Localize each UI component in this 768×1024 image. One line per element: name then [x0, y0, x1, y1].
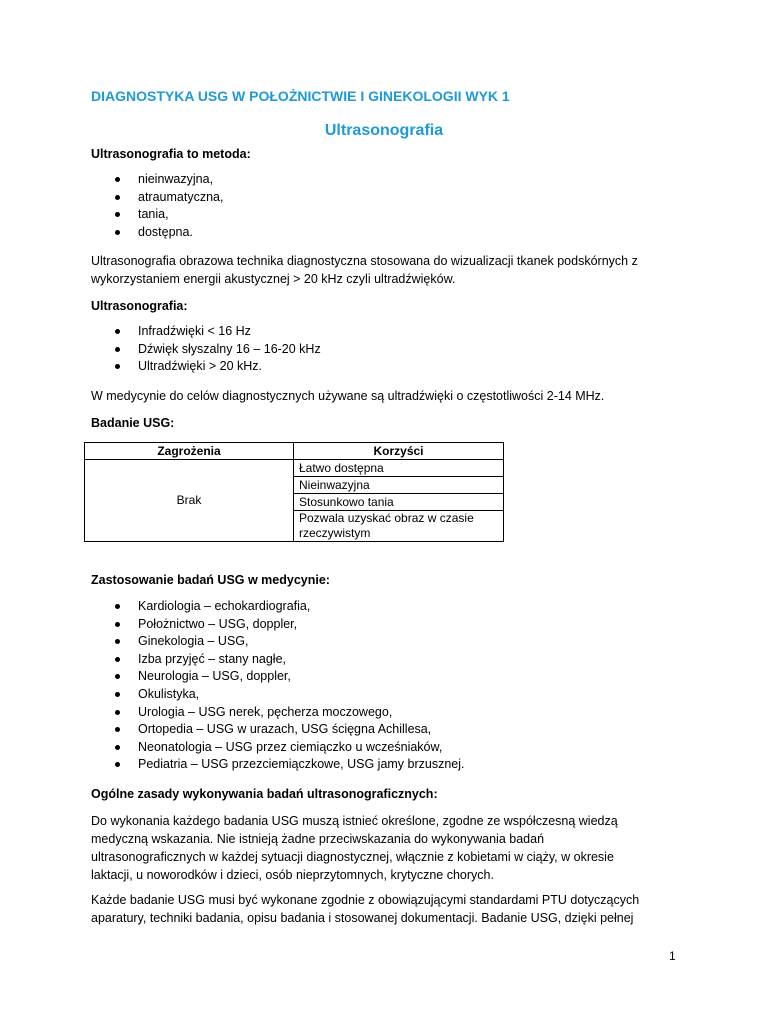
list-item: Infradźwięki < 16 Hz	[91, 323, 321, 341]
benefit-cell: Nieinwazyjna	[294, 477, 504, 494]
document-title: DIAGNOSTYKA USG W POŁOŻNICTWIE I GINEKOLOGII WYK 1	[91, 88, 510, 104]
list-item: Ultradźwięki > 20 kHz.	[91, 358, 321, 376]
list-item: atraumatyczna,	[91, 189, 223, 207]
list-item: Dźwięk słyszalny 16 – 16-20 kHz	[91, 341, 321, 359]
ranges-list	[91, 323, 321, 376]
text-line: laktacji, u noworodków i dzieci, osób nieprzytomnych, krytyczne chorych.	[91, 868, 494, 882]
table-row	[85, 460, 504, 477]
risks-benefits-table	[84, 442, 504, 542]
list-item: Neonatologia – USG przez ciemiączko u wcześniaków,	[91, 739, 465, 757]
text-line: Każde badanie USG musi być wykonane zgodnie z obowiązującymi standardami PTU dotyczących	[91, 893, 640, 907]
list-item: Położnictwo – USG, doppler,	[91, 616, 465, 634]
text-line: ultrasonograficznych w każdej sytuacji diagnostycznej, włącznie z kobietami w ciąży, w okresie	[91, 850, 614, 864]
text-line: wykorzystaniem energii akustycznej > 20 kHz czyli ultradźwięków.	[91, 272, 456, 286]
table-header-cell: Korzyści	[294, 443, 504, 460]
text-line: aparatury, techniki badania, opisu badania i stosowanej dokumentacji. Badanie USG, dzięki pełnej	[91, 911, 634, 925]
list-item: Okulistyka,	[91, 686, 465, 704]
rules-paragraph-1	[91, 812, 671, 884]
text-line: Do wykonania każdego badania USG muszą istnieć określone, zgodne ze współczesną wiedzą	[91, 814, 618, 828]
cell-line: Pozwala uzyskać obraz w czasie	[299, 511, 474, 525]
list-item: tania,	[91, 206, 223, 224]
list-item: Pediatria – USG przezciemiączkowe, USG jamy brzusznej.	[91, 756, 465, 774]
applications-heading: Zastosowanie badań USG w medycynie:	[91, 573, 330, 587]
list-item: Ginekologia – USG,	[91, 633, 465, 651]
table-header-row	[85, 443, 504, 460]
list-item: Urologia – USG nerek, pęcherza moczowego,	[91, 704, 465, 722]
page-number: 1	[669, 949, 676, 963]
text-line: Ultrasonografia obrazowa technika diagnostyczna stosowana do wizualizacji tkanek podskórnych z	[91, 254, 638, 268]
exam-heading: Badanie USG:	[91, 416, 175, 430]
intro-list	[91, 171, 223, 241]
threat-cell: Brak	[85, 460, 294, 542]
text-line: medyczną wskazania. Nie istnieją żadne przeciwskazania do wykonywania badań	[91, 832, 545, 846]
rules-heading: Ogólne zasady wykonywania badań ultrasonograficznych:	[91, 787, 438, 801]
benefit-cell: Łatwo dostępna	[294, 460, 504, 477]
list-item: Neurologia – USG, doppler,	[91, 668, 465, 686]
applications-list	[91, 598, 465, 774]
list-item: Ortopedia – USG w urazach, USG ścięgna Achillesa,	[91, 721, 465, 739]
benefit-cell: Stosunkowo tania	[294, 494, 504, 511]
section-subtitle: Ultrasonografia	[324, 122, 444, 139]
list-item: Izba przyjęć – stany nagłe,	[91, 651, 465, 669]
ranges-heading: Ultrasonografia:	[91, 299, 188, 313]
list-item: Kardiologia – echokardiografia,	[91, 598, 465, 616]
cell-line: rzeczywistym	[299, 526, 371, 540]
medical-frequency-text: W medycynie do celów diagnostycznych używane są ultradźwięki o częstotliwości 2-14 MHz.	[91, 389, 605, 403]
list-item: nieinwazyjna,	[91, 171, 223, 189]
intro-heading: Ultrasonografia to metoda:	[91, 147, 251, 161]
benefit-cell	[294, 511, 504, 542]
table-header-cell: Zagrożenia	[85, 443, 294, 460]
definition-paragraph	[91, 252, 671, 288]
list-item: dostępna.	[91, 224, 223, 242]
rules-paragraph-2	[91, 891, 671, 927]
